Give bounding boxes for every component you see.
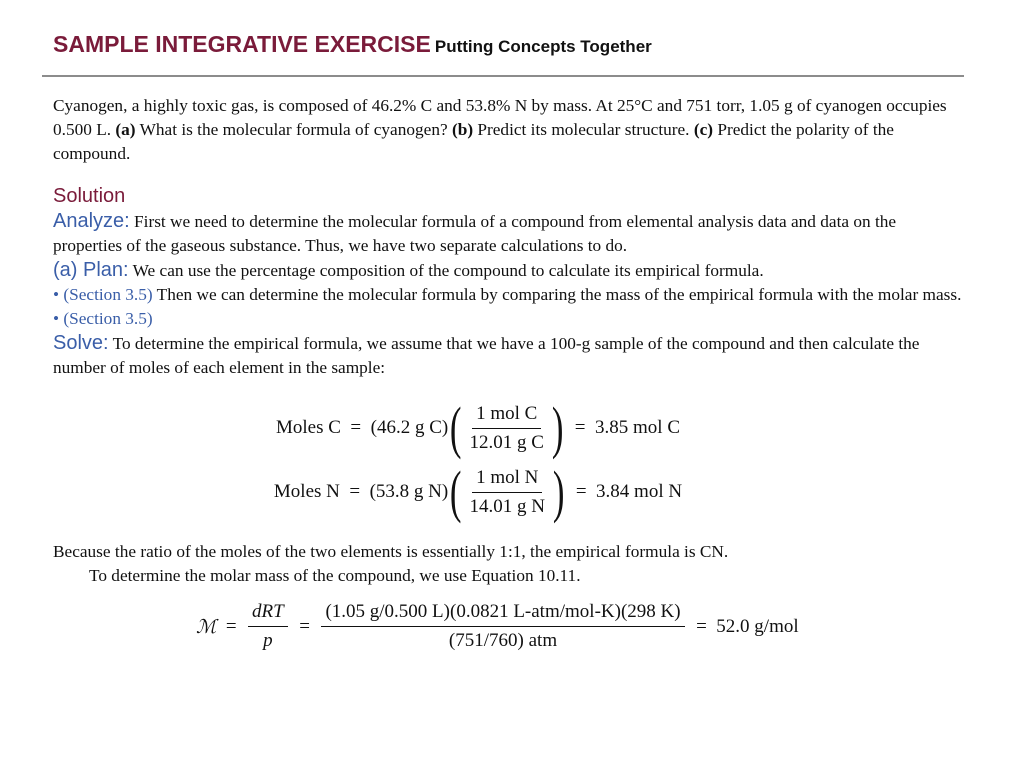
part-c-label: (c) <box>693 120 714 139</box>
moles-c-rhs: = 3.85 mol C <box>565 417 680 438</box>
solve-paragraph <box>53 331 963 380</box>
moles-equations <box>53 396 963 524</box>
problem-statement <box>53 94 963 166</box>
drt-denominator: p <box>263 630 273 651</box>
part-b-label: (b) <box>451 120 474 139</box>
drt-numerator: dRT <box>248 600 288 627</box>
analyze-label: Analyze: <box>53 210 130 232</box>
moles-n-denominator: 14.01 g N <box>469 495 546 517</box>
moles-n-numerator: 1 mol N <box>472 466 542 493</box>
slide-header <box>53 31 652 58</box>
drt-fraction <box>248 600 288 653</box>
plan-paragraph <box>53 258 963 331</box>
left-paren: ( <box>450 395 462 460</box>
analyze-paragraph <box>53 209 963 258</box>
solve-label: Solve: <box>53 332 109 354</box>
equals-2: = <box>289 615 320 637</box>
moles-n-rhs: = 3.84 mol N <box>566 481 683 502</box>
header-divider <box>42 75 964 77</box>
equals-1: = <box>216 615 247 637</box>
slide-subtitle: Putting Concepts Together <box>434 37 652 56</box>
part-a-text: What is the molecular formula of cyanogen? <box>135 120 452 139</box>
moles-n-lhs: Moles N = (53.8 g N) <box>273 481 449 502</box>
part-a-label: (a) <box>115 120 136 139</box>
molar-mass-symbol: ℳ <box>196 615 217 638</box>
conclusion-line-1: Because the ratio of the moles of the two elements is essentially 1:1, the empirical formula is CN. <box>53 542 729 561</box>
moles-c-fraction <box>466 402 548 455</box>
part-b-text: Predict its molecular structure. <box>473 120 694 139</box>
analyze-text: First we need to determine the molecular formula of a compound from elemental analysis data and data on the properties of the gaseous substance. Thus, we have two separate calculations to do. <box>53 212 897 255</box>
molar-mass-result: = 52.0 g/mol <box>686 615 799 637</box>
molar-mass-equation <box>196 600 963 653</box>
moles-c-lhs: Moles C = (46.2 g C) <box>275 417 449 438</box>
section-link-2[interactable]: • (Section 3.5) <box>53 309 153 328</box>
plan-text-2: Then we can determine the molecular formula by comparing the mass of the empirical formula with the molar mass. <box>152 285 962 304</box>
part-c-text: Predict the polarity of the compound. <box>53 120 894 163</box>
slide-title: SAMPLE INTEGRATIVE EXERCISE <box>53 31 431 57</box>
right-paren: ) <box>552 459 565 524</box>
right-paren: ) <box>551 395 564 460</box>
moles-n-fraction <box>466 466 549 519</box>
conclusion-line-2: To determine the molar mass of the compound, we use Equation 10.11. <box>89 566 581 585</box>
problem-text: Cyanogen, a highly toxic gas, is composed of 46.2% C and 53.8% N by mass. At 25°C and 751 torr, 1.05 g of cyanogen occupies 0.500 L. <box>53 96 947 139</box>
moles-n-equation <box>0 460 963 524</box>
solve-text: To determine the empirical formula, we assume that we have a 100-g sample of the compound and then calculate the number of moles of each element in the sample: <box>53 334 920 377</box>
slide-content <box>53 94 963 653</box>
moles-c-denominator: 12.01 g C <box>469 431 544 453</box>
value-numerator: (1.05 g/0.500 L)(0.0821 L-atm/mol-K)(298 K) <box>321 600 684 627</box>
solution-heading: Solution <box>53 185 126 207</box>
moles-c-equation <box>0 396 963 460</box>
value-denominator: (751/760) atm <box>448 630 558 651</box>
moles-c-numerator: 1 mol C <box>472 402 541 429</box>
plan-text: We can use the percentage composition of the compound to calculate its empirical formula. <box>128 261 764 280</box>
section-link-1[interactable]: • (Section 3.5) <box>53 285 153 304</box>
plan-label: (a) Plan: <box>53 259 129 281</box>
value-fraction <box>321 600 684 653</box>
left-paren: ( <box>450 459 462 524</box>
